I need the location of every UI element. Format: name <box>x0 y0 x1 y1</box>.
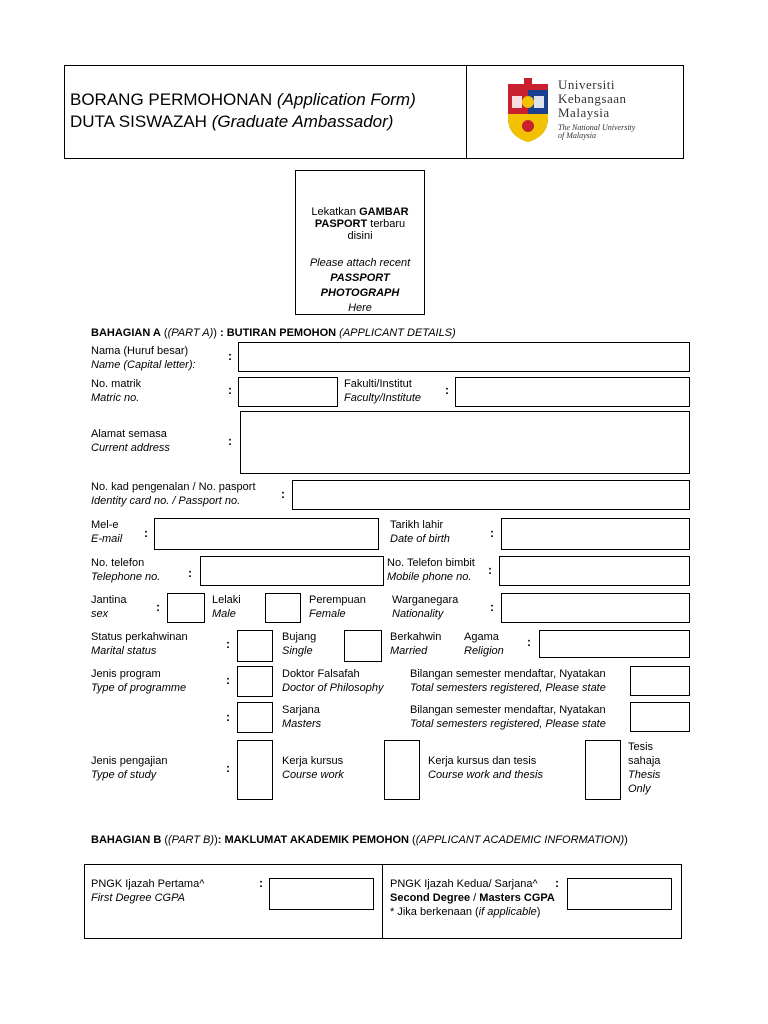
photo-ms-e: disini <box>347 230 373 242</box>
male-label <box>212 593 241 621</box>
name-field[interactable] <box>238 342 690 372</box>
ukm-line-2: Kebangsaan <box>558 91 627 106</box>
colon: : <box>488 563 492 577</box>
coursework-thesis-checkbox[interactable] <box>384 740 420 800</box>
matric-en: Matric no. <box>91 392 140 404</box>
tel-label <box>91 556 160 584</box>
first-degree-label <box>91 877 204 905</box>
colon: : <box>226 761 230 775</box>
faculty-label <box>344 377 421 405</box>
thesis-en1: Thesis <box>628 769 661 781</box>
photo-en-b: PASSPORT <box>330 272 390 284</box>
faculty-ms: Fakulti/Institut <box>344 378 412 390</box>
masters-label <box>282 703 321 731</box>
ic-en: Identity card no. / Passport no. <box>91 495 241 507</box>
tel-ms: No. telefon <box>91 557 145 569</box>
coursework-label <box>282 754 344 782</box>
female-label <box>309 593 366 621</box>
phd-sem-en: Total semesters registered, Please state <box>410 682 606 694</box>
mobile-field[interactable] <box>499 556 690 586</box>
ukm-line-1: Universiti <box>558 77 615 92</box>
dob-field[interactable] <box>501 518 690 550</box>
ukm-name <box>558 78 627 120</box>
dob-label <box>390 518 450 546</box>
nationality-field[interactable] <box>501 593 690 623</box>
nat-en: Nationality <box>392 608 444 620</box>
second-degree-label <box>390 877 555 919</box>
male-en: Male <box>212 608 236 620</box>
photo-text-ms <box>295 206 425 242</box>
religion-field[interactable] <box>539 630 690 658</box>
photo-text-en <box>295 256 425 316</box>
address-field[interactable] <box>240 411 690 474</box>
masters-sem-ms: Bilangan semester mendaftar, Nyatakan <box>410 704 606 716</box>
female-checkbox[interactable] <box>265 593 301 623</box>
ukm-tag-2: of Malaysia <box>558 131 596 140</box>
part-b-h2: (PART B) <box>168 834 215 846</box>
second-en-a: Second Degree <box>390 892 471 904</box>
study-en: Type of study <box>91 769 157 781</box>
name-en: Name (Capital letter): <box>91 359 196 371</box>
phd-ms: Doktor Falsafah <box>282 668 360 680</box>
single-ms: Bujang <box>282 631 317 643</box>
address-label <box>91 427 170 455</box>
email-field[interactable] <box>154 518 379 550</box>
address-ms: Alamat semasa <box>91 428 167 440</box>
part-a-h2: (PART A) <box>167 327 214 339</box>
phd-label <box>282 667 384 695</box>
phd-en: Doctor of Philosophy <box>282 682 384 694</box>
dob-en: Date of birth <box>390 533 450 545</box>
part-b-divider <box>382 864 383 939</box>
colon: : <box>445 383 449 397</box>
faculty-field[interactable] <box>455 377 690 407</box>
photo-en-a: Please attach recent <box>309 257 411 269</box>
thesis-only-checkbox[interactable] <box>585 740 621 800</box>
phd-sem-label <box>410 667 606 695</box>
cw-ms: Kerja kursus <box>282 755 344 767</box>
sex-label <box>91 593 126 621</box>
nat-ms: Warganegara <box>392 594 459 606</box>
colon: : <box>281 487 285 501</box>
header-divider <box>466 65 467 159</box>
masters-semesters-field[interactable] <box>630 702 690 732</box>
name-label <box>91 344 196 372</box>
photo-ms-d: terbaru <box>370 218 406 230</box>
note-c: ) <box>536 906 541 918</box>
email-ms: Mel-e <box>91 519 119 531</box>
mobile-ms: No. Telefon bimbit <box>387 557 475 569</box>
note-a: * Jika berkenaan ( <box>390 906 479 918</box>
matric-ms: No. matrik <box>91 378 142 390</box>
first-ms: PNGK Ijazah Pertama^ <box>91 878 205 890</box>
ukm-line-3: Malaysia <box>558 105 610 120</box>
masters-en: Masters <box>282 718 322 730</box>
religion-ms: Agama <box>464 631 499 643</box>
colon: : <box>228 383 232 397</box>
marital-ms: Status perkahwinan <box>91 631 188 643</box>
female-en: Female <box>309 608 346 620</box>
title-sub-2: (Graduate Ambassador) <box>211 112 394 131</box>
married-checkbox[interactable] <box>344 630 382 662</box>
matric-field[interactable] <box>238 377 338 407</box>
single-checkbox[interactable] <box>237 630 273 662</box>
note-b: if applicable <box>478 906 537 918</box>
photo-ms-b: GAMBAR <box>359 206 409 218</box>
part-b-h4: (APPLICANT ACADEMIC INFORMATION) <box>415 834 625 846</box>
marital-en: Marital status <box>91 645 157 657</box>
photo-en-c: PHOTOGRAPH <box>320 287 400 299</box>
single-en: Single <box>282 645 313 657</box>
thesis-only-label <box>628 740 660 796</box>
colon: : <box>527 635 531 649</box>
ic-label <box>91 480 256 508</box>
prog-en: Type of programme <box>91 682 187 694</box>
faculty-en: Faculty/Institute <box>344 392 422 404</box>
address-en: Current address <box>91 442 170 454</box>
colon: : <box>490 526 494 540</box>
married-label <box>390 630 441 658</box>
married-ms: Berkahwin <box>390 631 442 643</box>
female-ms: Perempuan <box>309 594 366 606</box>
colon: : <box>188 566 192 580</box>
title-main-2: DUTA SISWAZAH <box>70 112 207 131</box>
colon: : <box>226 637 230 651</box>
thesis-en2: Only <box>628 783 651 795</box>
second-en-b: / <box>473 892 477 904</box>
photo-ms-c: PASPORT <box>314 218 368 230</box>
thesis-ms2: sahaja <box>628 755 661 767</box>
sex-ms: Jantina <box>91 594 127 606</box>
colon: : <box>156 600 160 614</box>
coursework-checkbox[interactable] <box>237 740 273 800</box>
religion-en: Religion <box>464 645 504 657</box>
nationality-label <box>392 593 458 621</box>
part-b-h3: : MAKLUMAT AKADEMIK PEMOHON <box>217 834 409 846</box>
title-main: BORANG PERMOHONAN <box>70 90 273 109</box>
colon: : <box>259 876 263 890</box>
masters-checkbox[interactable] <box>237 702 273 733</box>
prog-label <box>91 667 186 695</box>
masters-sem-en: Total semesters registered, Please state <box>410 718 606 730</box>
second-degree-cgpa-field[interactable] <box>567 878 672 910</box>
ukm-logo <box>502 78 672 146</box>
masters-ms: Sarjana <box>282 704 320 716</box>
marital-label <box>91 630 188 658</box>
phd-sem-ms: Bilangan semester mendaftar, Nyatakan <box>410 668 606 680</box>
tel-en: Telephone no. <box>91 571 161 583</box>
title-sub: (Application Form) <box>276 90 416 109</box>
thesis-ms1: Tesis <box>628 741 654 753</box>
study-label <box>91 754 167 782</box>
part-a-h4: (APPLICANT DETAILS) <box>339 327 456 339</box>
ukm-crest-icon <box>502 78 554 144</box>
colon: : <box>144 526 148 540</box>
email-en: E-mail <box>91 533 123 545</box>
cwt-en: Course work and thesis <box>428 769 543 781</box>
married-en: Married <box>390 645 428 657</box>
tel-field[interactable] <box>200 556 384 586</box>
ic-field[interactable] <box>292 480 690 510</box>
male-ms: Lelaki <box>212 594 241 606</box>
part-a-h3: : BUTIRAN PEMOHON <box>219 327 337 339</box>
single-label <box>282 630 316 658</box>
phd-checkbox[interactable] <box>237 666 273 697</box>
sex-en: sex <box>91 608 109 620</box>
colon: : <box>226 710 230 724</box>
coursework-thesis-label <box>428 754 543 782</box>
phd-semesters-field[interactable] <box>630 666 690 696</box>
colon: : <box>555 876 559 890</box>
dob-ms: Tarikh lahir <box>390 519 444 531</box>
colon: : <box>490 600 494 614</box>
title-line-1 <box>70 90 416 110</box>
part-a-heading: BAHAGIAN A ((PART A)) : BUTIRAN PEMOHON (APPLICANT DETAILS) <box>91 327 456 339</box>
second-ms: PNGK Ijazah Kedua/ Sarjana^ <box>390 878 538 890</box>
male-checkbox[interactable] <box>167 593 205 623</box>
study-ms: Jenis pengajian <box>91 755 168 767</box>
cwt-ms: Kerja kursus dan tesis <box>428 755 537 767</box>
mobile-en: Mobile phone no. <box>387 571 472 583</box>
mobile-label <box>387 556 475 584</box>
colon: : <box>228 434 232 448</box>
name-ms: Nama (Huruf besar) <box>91 345 189 357</box>
colon: : <box>226 673 230 687</box>
first-degree-cgpa-field[interactable] <box>269 878 374 910</box>
title-line-2 <box>70 112 393 132</box>
religion-label <box>464 630 504 658</box>
part-a-h1: BAHAGIAN A <box>91 327 161 339</box>
photo-ms-a: Lekatkan <box>311 206 357 218</box>
photo-en-d: Here <box>348 302 372 314</box>
matric-label <box>91 377 141 405</box>
colon: : <box>228 349 232 363</box>
part-b-heading: BAHAGIAN B ((PART B)): MAKLUMAT AKADEMIK PEMOHON ((APPLICANT ACADEMIC INFORMATION)) <box>91 834 628 846</box>
ukm-tagline <box>558 124 635 140</box>
ukm-tag-1: The National University <box>558 123 636 132</box>
part-b-h1: BAHAGIAN B <box>91 834 162 846</box>
email-label <box>91 518 122 546</box>
first-en: First Degree CGPA <box>91 892 185 904</box>
ic-ms: No. kad pengenalan / No. pasport <box>91 481 256 493</box>
cw-en: Course work <box>282 769 344 781</box>
prog-ms: Jenis program <box>91 668 161 680</box>
second-en-c: Masters CGPA <box>479 892 555 904</box>
masters-sem-label <box>410 703 606 731</box>
